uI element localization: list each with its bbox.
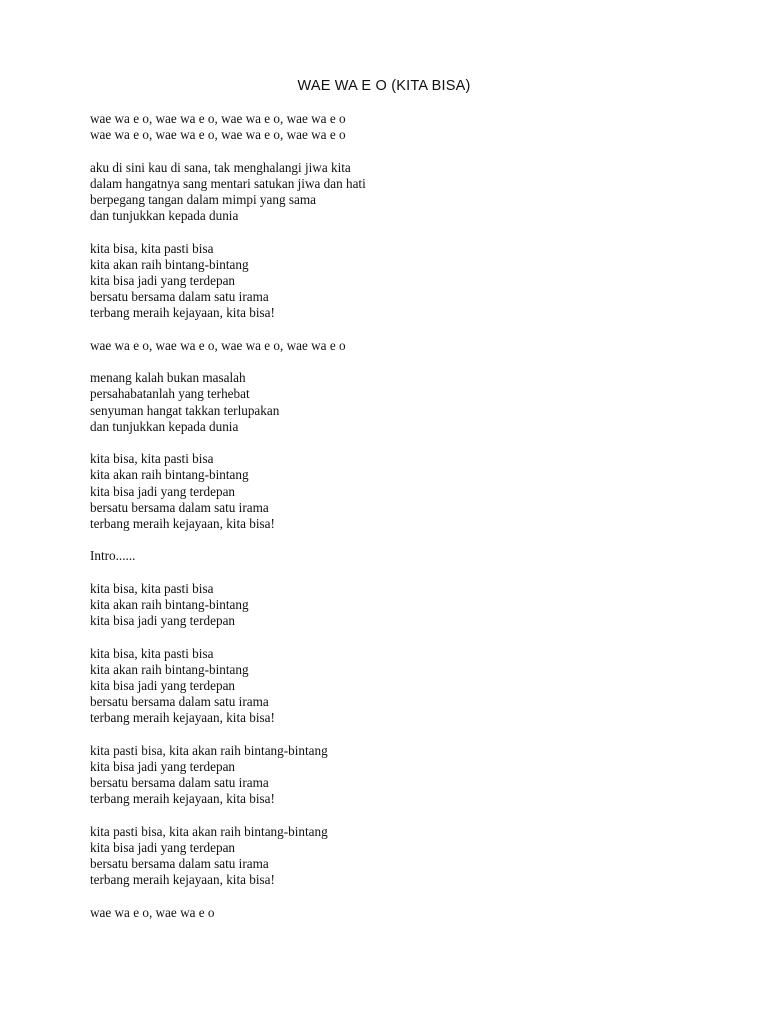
lyric-line: kita bisa, kita pasti bisa bbox=[90, 580, 214, 596]
lyric-line: terbang meraih kejayaan, kita bisa! bbox=[90, 305, 275, 321]
lyric-line: kita pasti bisa, kita akan raih bintang-bintang bbox=[90, 823, 328, 839]
lyric-line: kita akan raih bintang-bintang bbox=[90, 596, 249, 612]
lyric-line: wae wa e o, wae wa e o, wae wa e o, wae wa e o bbox=[90, 111, 346, 126]
lyric-line: persahabatanlah yang terhebat bbox=[90, 386, 250, 402]
lyric-line: kita bisa, kita pasti bisa bbox=[90, 240, 214, 256]
stanza bbox=[90, 905, 730, 921]
stanza bbox=[90, 548, 730, 564]
lyric-line: kita bisa jadi yang terdepan bbox=[90, 613, 236, 629]
lyric-line: wae wa e o, wae wa e o, wae wa e o, wae wa e o bbox=[90, 127, 346, 143]
lyric-line: kita bisa jadi yang terdepan bbox=[90, 677, 236, 693]
stanza bbox=[90, 241, 730, 322]
lyric-line: kita akan raih bintang-bintang bbox=[90, 661, 249, 677]
stanza bbox=[90, 824, 730, 889]
lyric-line: bersatu bersama dalam satu irama bbox=[90, 694, 269, 710]
lyric-line: kita bisa jadi yang terdepan bbox=[90, 483, 236, 499]
lyrics-body bbox=[90, 111, 730, 937]
stanza bbox=[90, 370, 730, 435]
lyric-line: berpegang tangan dalam mimpi yang sama bbox=[90, 192, 316, 207]
stanza bbox=[90, 743, 730, 808]
lyric-line: kita bisa, kita pasti bisa bbox=[90, 645, 214, 661]
lyric-line: bersatu bersama dalam satu irama bbox=[90, 775, 269, 791]
lyric-line: kita bisa jadi yang terdepan bbox=[90, 273, 236, 288]
lyric-line: bersatu bersama dalam satu irama bbox=[90, 856, 269, 872]
lyric-line: aku di sini kau di sana, tak menghalangi jiwa kita bbox=[90, 159, 351, 175]
lyric-line: kita bisa jadi yang terdepan bbox=[90, 758, 236, 774]
lyric-line: kita akan raih bintang-bintang bbox=[90, 256, 249, 272]
lyric-line: bersatu bersama dalam satu irama bbox=[90, 499, 269, 515]
lyric-line: kita bisa, kita pasti bisa bbox=[90, 451, 214, 467]
stanza bbox=[90, 111, 730, 143]
lyric-line: terbang meraih kejayaan, kita bisa! bbox=[90, 872, 275, 888]
lyric-line: terbang meraih kejayaan, kita bisa! bbox=[90, 791, 275, 807]
lyric-line: menang kalah bukan masalah bbox=[90, 370, 246, 386]
lyric-line: Intro...... bbox=[90, 548, 136, 564]
stanza bbox=[90, 581, 730, 630]
stanza bbox=[90, 338, 730, 354]
lyric-line: kita akan raih bintang-bintang bbox=[90, 467, 249, 483]
lyric-line: dan tunjukkan kepada dunia bbox=[90, 208, 239, 224]
lyric-line: terbang meraih kejayaan, kita bisa! bbox=[90, 516, 275, 531]
lyric-line: kita pasti bisa, kita akan raih bintang-bintang bbox=[90, 742, 328, 758]
lyric-line: wae wa e o, wae wa e o bbox=[90, 904, 215, 920]
lyric-line: bersatu bersama dalam satu irama bbox=[90, 289, 269, 305]
lyric-line: senyuman hangat takkan terlupakan bbox=[90, 402, 280, 418]
lyric-line: terbang meraih kejayaan, kita bisa! bbox=[90, 710, 275, 726]
stanza bbox=[90, 451, 730, 532]
page-title: WAE WA E O (KITA BISA) bbox=[297, 78, 471, 94]
lyric-line: dan tunjukkan kepada dunia bbox=[90, 418, 239, 434]
lyric-line: wae wa e o, wae wa e o, wae wa e o, wae wa e o bbox=[90, 337, 346, 353]
lyric-line: dalam hangatnya sang mentari satukan jiwa dan hati bbox=[90, 175, 366, 191]
lyric-line: kita bisa jadi yang terdepan bbox=[90, 839, 236, 855]
stanza bbox=[90, 646, 730, 727]
stanza bbox=[90, 160, 730, 225]
